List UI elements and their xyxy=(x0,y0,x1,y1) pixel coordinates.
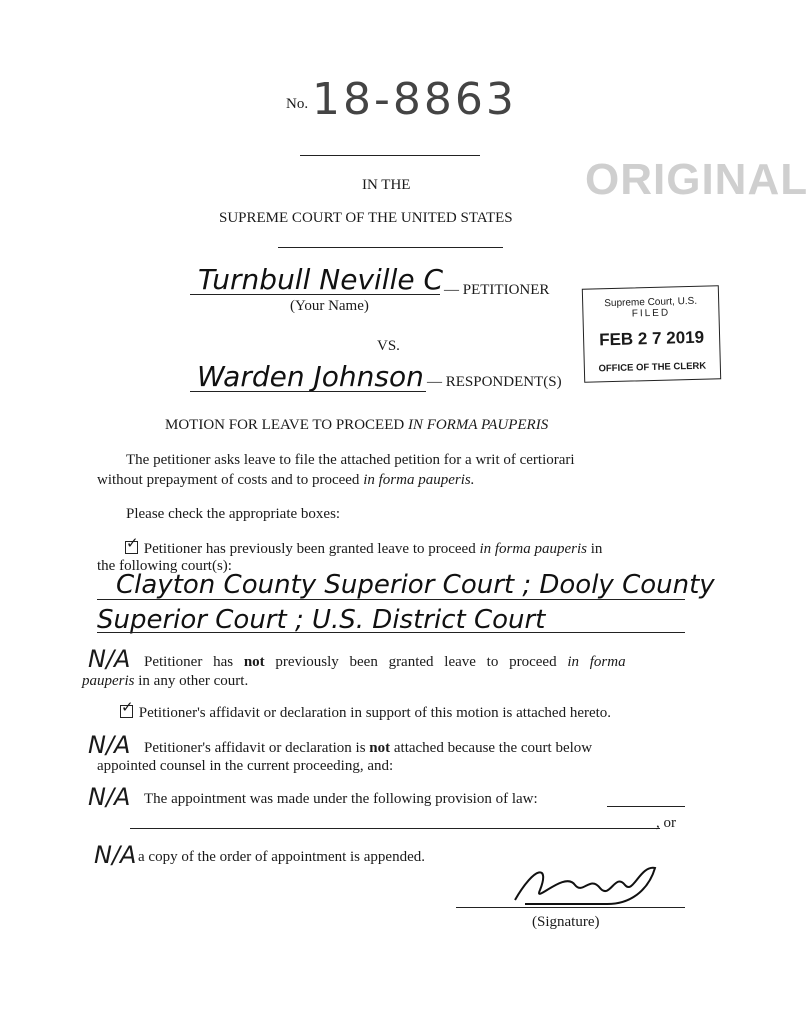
option-1-checkbox[interactable] xyxy=(125,534,139,554)
signature-rule xyxy=(456,907,685,908)
option-2-pauperis: pauperis xyxy=(82,673,135,689)
court-rule xyxy=(278,247,503,248)
option-2-cont xyxy=(82,673,248,690)
option-2-text-b: previously been granted leave to proceed xyxy=(275,654,557,670)
filed-stamp-filed: FILED xyxy=(631,307,671,320)
option-5-rule-b xyxy=(130,828,660,829)
respondent-label: — RESPONDENT(S) xyxy=(427,374,562,390)
option-2-end: in any other court. xyxy=(138,673,249,689)
respondent-rule xyxy=(190,391,426,392)
signature-label: (Signature) xyxy=(532,914,600,930)
courts-line-2: Superior Court ; U.S. District Court xyxy=(97,605,546,635)
option-4-text: Petitioner's affidavit or declaration is xyxy=(144,740,366,756)
case-number-value: 18-8863 xyxy=(312,74,517,125)
na-mark-2: N/A xyxy=(88,731,131,759)
check-mark-icon: ✓ xyxy=(121,698,134,716)
option-5-rule-a xyxy=(607,806,685,807)
petitioner-name: Turnbull Neville C xyxy=(198,263,444,296)
option-4-text-b: attached because the court below xyxy=(393,740,593,756)
filed-stamp-court: Supreme Court, U.S. xyxy=(604,295,698,310)
case-number-prefix: No. xyxy=(286,96,309,112)
na-mark-4: N/A xyxy=(94,841,137,869)
versus-label: VS. xyxy=(377,338,400,354)
intro-text: without prepayment of costs and to proceed xyxy=(97,472,360,488)
filed-stamp-office: OFFICE OF THE CLERK xyxy=(598,360,707,375)
intro-line-1: The petitioner asks leave to file the attached petition for a writ of certiorari xyxy=(126,452,575,468)
intro-line-2 xyxy=(97,472,474,489)
check-mark-icon: ✓ xyxy=(126,534,139,552)
option-6: a copy of the order of appointment is appended. xyxy=(138,849,425,865)
signature-scribble xyxy=(505,860,665,910)
option-4 xyxy=(144,740,592,757)
respondent-name: Warden Johnson xyxy=(197,360,424,393)
option-3-checkbox[interactable] xyxy=(120,698,134,718)
intro-italic: in forma pauperis. xyxy=(363,472,475,488)
option-3-text: Petitioner's affidavit or declaration in support of this motion is attached hereto. xyxy=(138,705,612,721)
option-4-not: not xyxy=(369,740,391,756)
your-name-label: (Your Name) xyxy=(290,298,369,314)
court-title: SUPREME COURT OF THE UNITED STATES xyxy=(219,210,513,226)
option-4-cont: appointed counsel in the current proceeding, and: xyxy=(97,758,394,774)
option-2-not: not xyxy=(243,654,265,670)
na-mark-3: N/A xyxy=(88,783,131,811)
original-watermark: ORIGINAL xyxy=(585,155,808,204)
option-1-in: in xyxy=(590,541,603,557)
case-number-rule xyxy=(300,155,480,156)
petitioner-rule xyxy=(190,294,440,295)
filed-stamp xyxy=(582,285,721,383)
courts-rule-2 xyxy=(97,632,685,633)
check-prompt: Please check the appropriate boxes: xyxy=(126,506,341,522)
motion-title-italic: IN FORMA PAUPERIS xyxy=(407,417,549,433)
option-2-text: Petitioner has xyxy=(144,654,234,670)
filed-stamp-date: FEB 2 7 2019 xyxy=(598,327,705,350)
courts-line-1: Clayton County Superior Court ; Dooly County xyxy=(116,570,715,600)
option-2 xyxy=(144,654,626,671)
option-1-text: Petitioner has previously been granted leave to proceed xyxy=(143,541,476,557)
courts-rule-1 xyxy=(97,599,685,600)
petitioner-label: — PETITIONER xyxy=(444,282,550,298)
na-mark-1: N/A xyxy=(88,645,131,673)
option-3 xyxy=(120,698,612,722)
court-line-1: IN THE xyxy=(362,177,411,193)
option-1-italic: in forma pauperis xyxy=(479,541,587,557)
option-1-cont: the following court(s): xyxy=(97,558,232,574)
motion-title xyxy=(165,417,548,434)
option-5: The appointment was made under the following provision of law: xyxy=(144,791,538,807)
option-2-italic: in forma xyxy=(567,654,626,670)
option-1 xyxy=(125,534,603,558)
or-label: , or xyxy=(656,815,676,831)
motion-title-text: MOTION FOR LEAVE TO PROCEED xyxy=(165,417,405,433)
